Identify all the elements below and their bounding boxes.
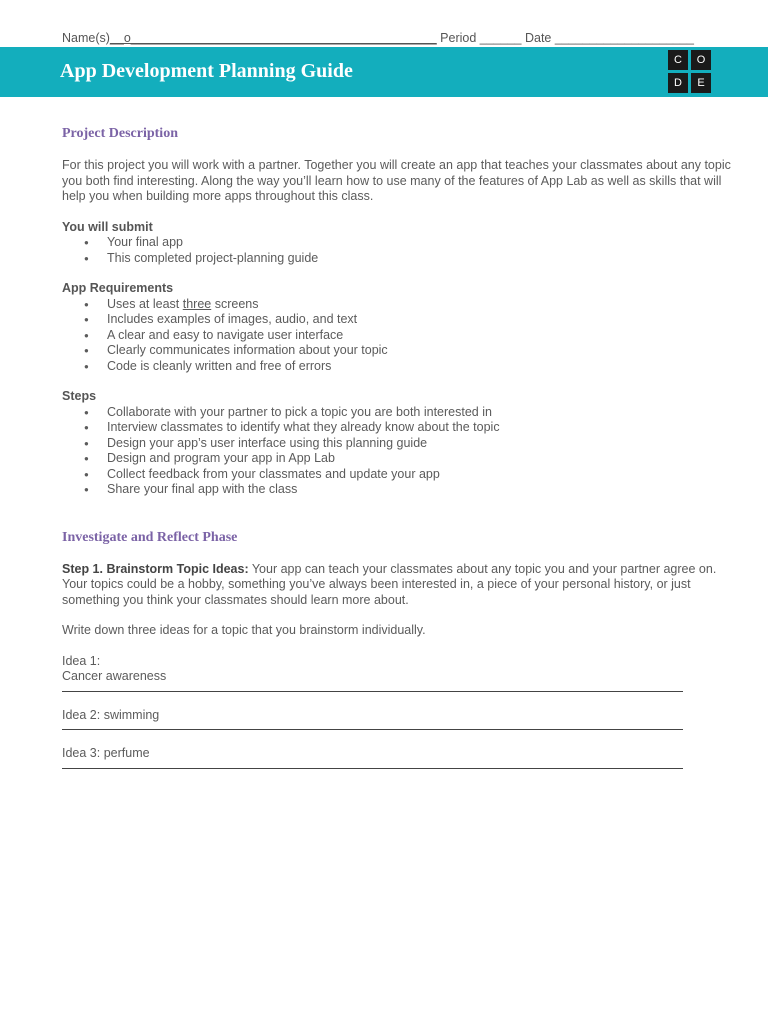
step1-text: Your app can teach your classmates about any topic you and your partner agree on. Your topics could be a hobby, something you’ve always been interested in, a piece of your personal history, or just something you think your classmates should learn more about. [62,561,717,607]
list-item: ● Interview classmates to identify what they already know about the topic [62,420,732,436]
list-item: ● A clear and easy to navigate user interface [62,328,732,344]
list-item: ● Design and program your app in App Lab [62,451,732,467]
submit-list [62,235,732,266]
req-underlined: three [182,296,212,311]
name-field[interactable]: __o____________________________________________ [109,31,437,45]
requirements-heading: App Requirements [62,281,174,295]
list-item [62,297,732,313]
period-field[interactable]: ______ [479,31,522,45]
list-item: ● Collaborate with your partner to pick a topic you are both interested in [62,405,732,421]
requirements-list [62,297,732,375]
document-title: App Development Planning Guide [60,60,353,82]
list-item: ● Includes examples of images, audio, and text [62,312,732,328]
investigate-heading: Investigate and Reflect Phase [62,529,238,545]
list-item: ● Design your app’s user interface using this planning guide [62,436,732,452]
project-intro: For this project you will work with a partner. Together you will create an app that teaches your classmates about any topic you both find interesting. Along the way you’ll learn how to use many of the features of App Lab as well as skills that will help you when building more apps throughout this class. [62,158,731,203]
idea1-answer[interactable]: Cancer awareness [62,669,167,683]
logo-letter-c: C [668,50,688,70]
list-item: ● Collect feedback from your classmates and update your app [62,467,732,483]
idea3-answer[interactable]: Idea 3: perfume [62,746,150,760]
idea2-answer[interactable]: Idea 2: swimming [62,707,160,722]
answer-line [62,768,683,769]
header-fields [62,31,694,45]
step1-paragraph [62,562,732,609]
req-text: screens [211,296,259,311]
list-item: ● Code is cleanly written and free of errors [62,359,732,375]
logo-letter-d: D [668,73,688,93]
list-item: ● Your final app [62,235,732,251]
logo-letter-o: O [691,50,711,70]
submit-heading: You will submit [62,219,153,234]
logo-letter-e: E [691,73,711,93]
steps-list [62,405,732,498]
list-item: ● Share your final app with the class [62,482,732,498]
date-label: Date [524,31,552,45]
list-item: ● This completed project-planning guide [62,251,732,267]
document-body [62,126,732,769]
code-logo [668,50,711,93]
instruction-text: Write down three ideas for a topic that you brainstorm individually. [62,623,426,637]
step1-label: Step 1. Brainstorm Topic Ideas: [62,561,249,576]
period-label: Period [440,31,477,45]
steps-heading: Steps [62,389,97,403]
name-label: Name(s) [62,31,110,45]
project-description-heading: Project Description [62,126,178,141]
list-item: ● Clearly communicates information about your topic [62,343,732,359]
title-banner [0,47,768,97]
date-field[interactable]: ____________________ [554,31,694,45]
req-text: Uses at least [107,296,183,311]
idea1-label: Idea 1: [62,653,101,668]
